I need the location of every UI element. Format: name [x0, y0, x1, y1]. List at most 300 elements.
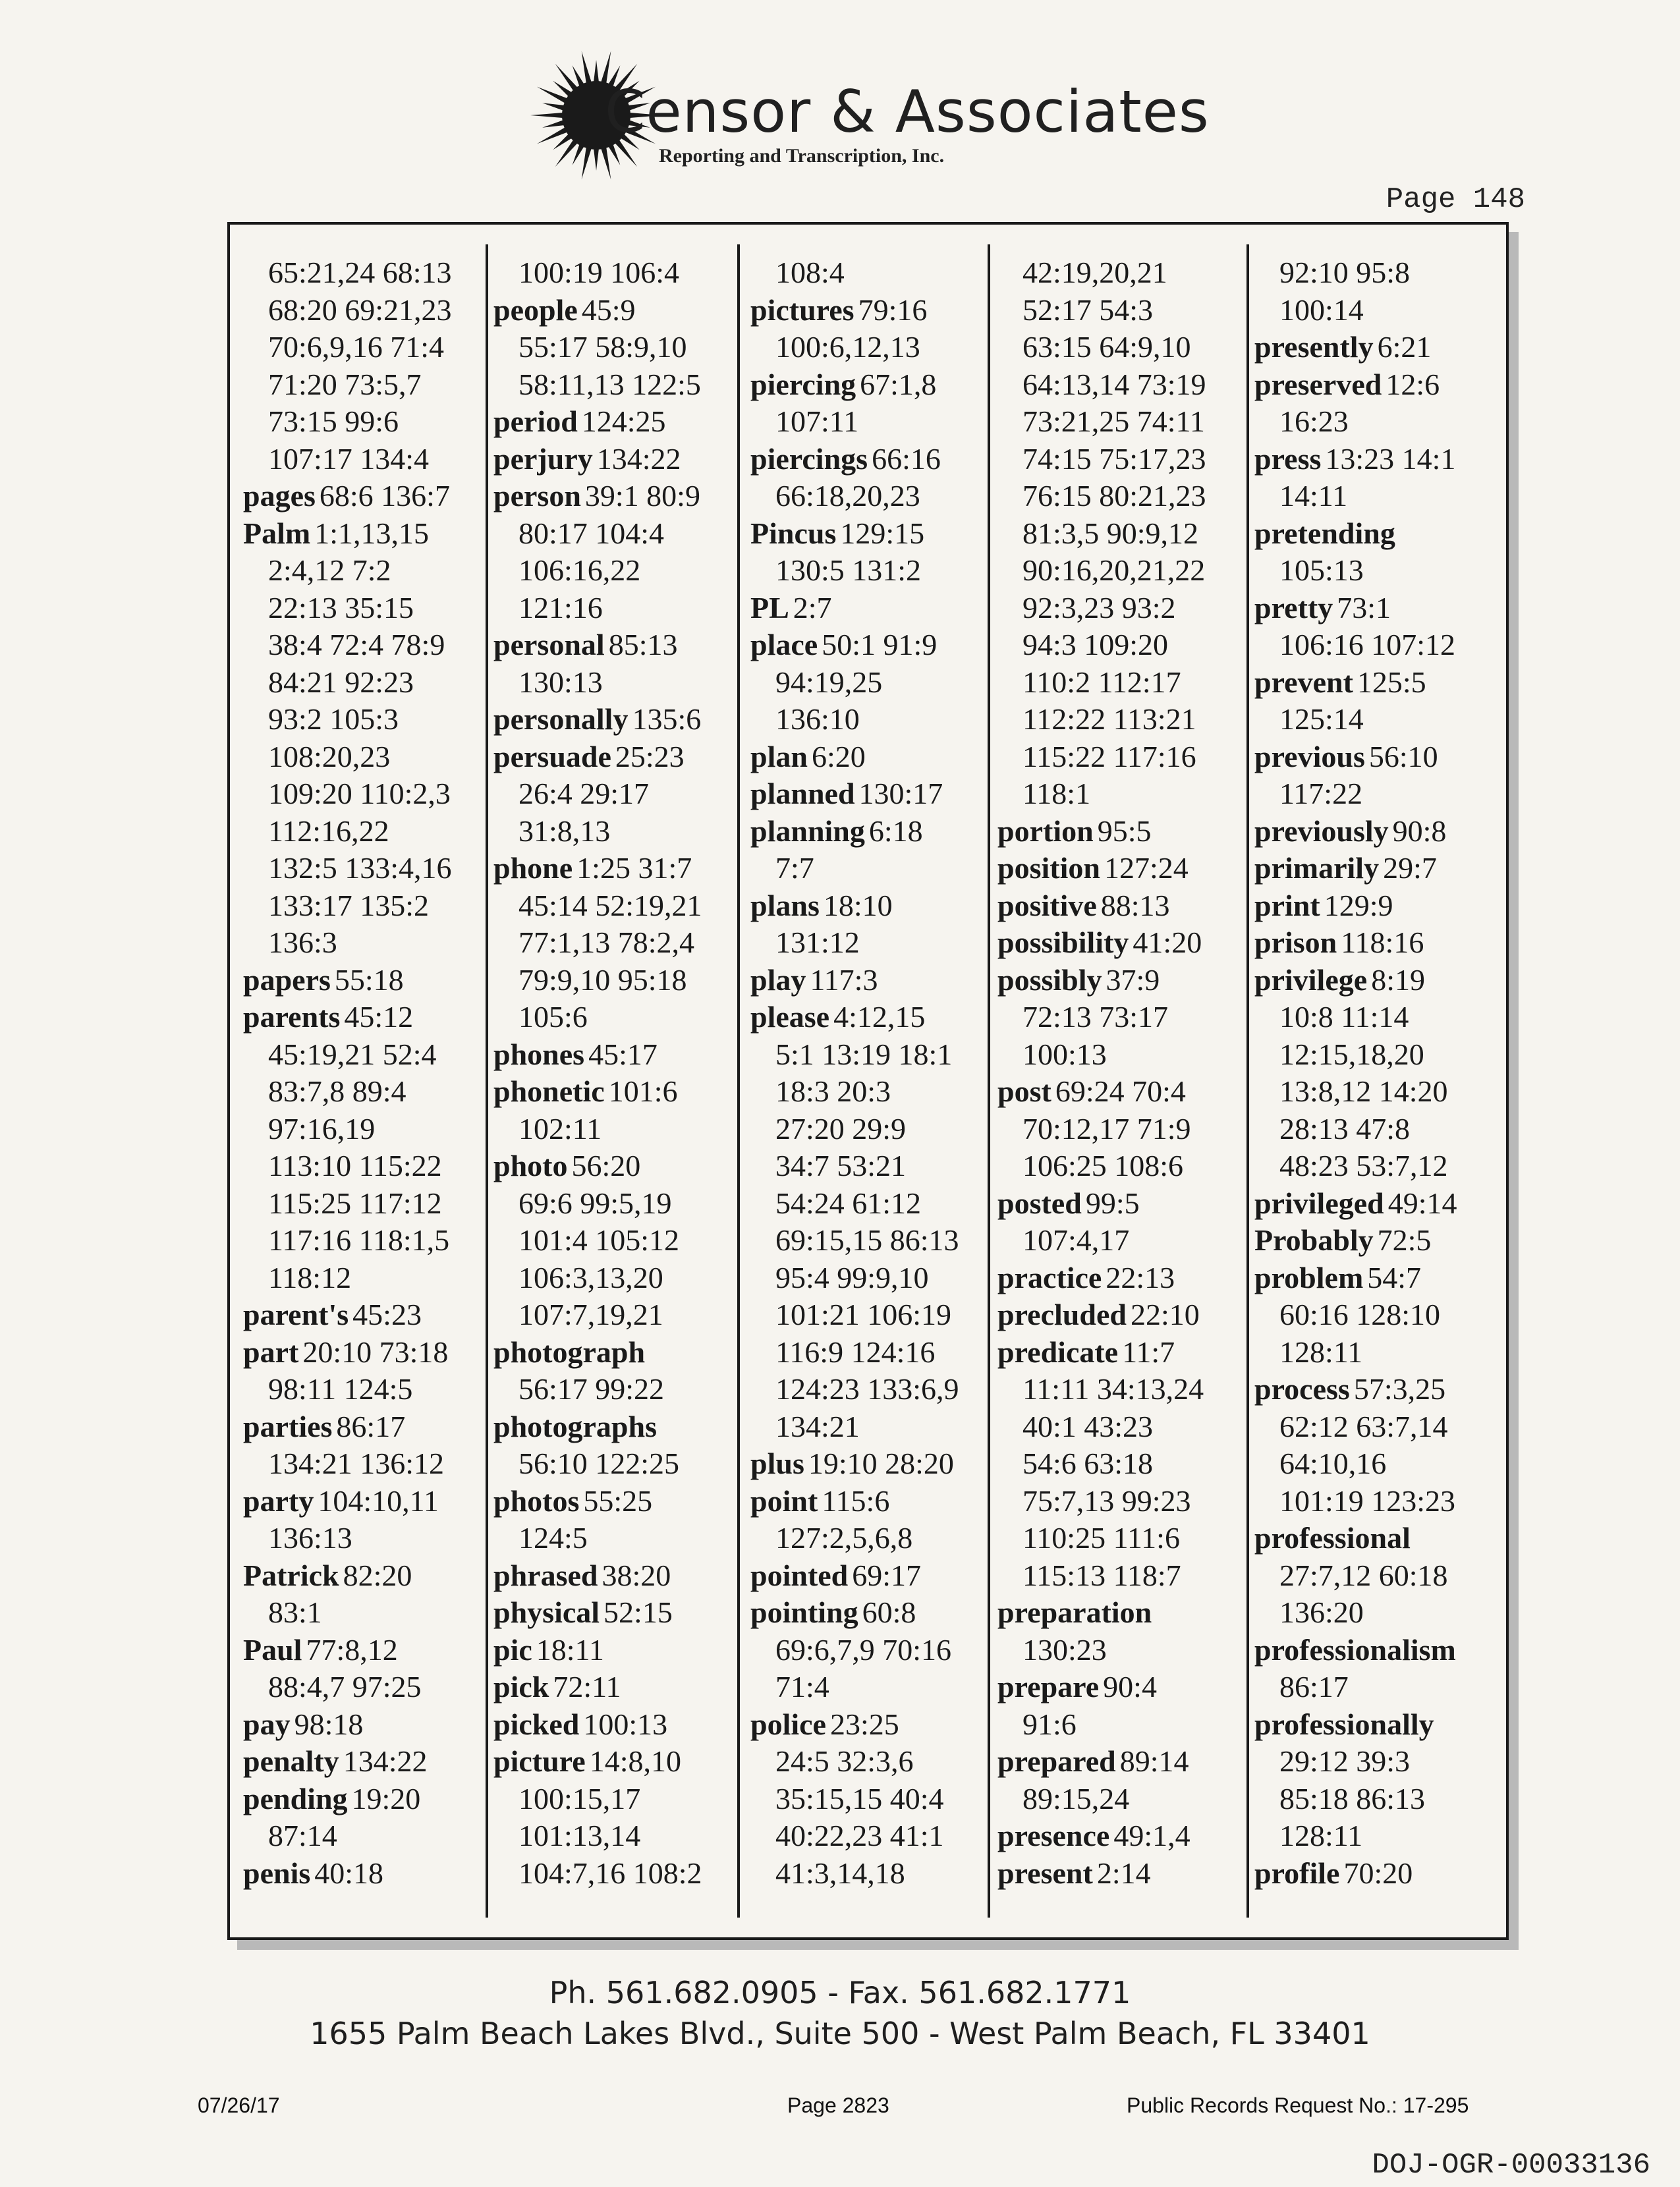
- index-term: pick: [493, 1670, 549, 1703]
- index-references: 113:10 115:22: [268, 1149, 442, 1182]
- index-line: [243, 775, 493, 813]
- index-line: [243, 552, 493, 590]
- index-references: 136:10: [775, 702, 860, 736]
- index-references: 52:17 54:3: [1022, 292, 1154, 327]
- index-line: [1254, 962, 1505, 999]
- index-line: [243, 1408, 493, 1446]
- index-line: [750, 478, 1001, 515]
- index-line: [493, 1669, 744, 1706]
- index-references: 70:20: [1343, 1856, 1413, 1890]
- index-line: [997, 775, 1248, 813]
- index-line: [997, 1817, 1248, 1855]
- index-term: personally: [493, 702, 629, 736]
- index-references: 50:1 91:9: [822, 628, 938, 661]
- index-term: possibly: [997, 962, 1102, 997]
- index-line: [493, 999, 744, 1036]
- index-line: [997, 1185, 1248, 1223]
- index-term: positive: [997, 888, 1097, 922]
- index-references: 80:17 104:4: [518, 516, 665, 550]
- index-references: 27:20 29:9: [775, 1111, 907, 1146]
- index-line: [493, 1520, 744, 1557]
- index-line: [493, 590, 744, 627]
- index-references: 110:2 112:17: [1022, 665, 1181, 699]
- index-line: [493, 962, 744, 999]
- index-line: [997, 999, 1248, 1036]
- index-line: [1254, 1073, 1505, 1111]
- index-references: 85:18 86:13: [1279, 1781, 1426, 1815]
- index-term: place: [750, 628, 818, 661]
- index-line: [493, 1817, 744, 1855]
- index-line: [243, 292, 493, 329]
- index-references: 94:3 109:20: [1022, 628, 1169, 661]
- index-references: 132:5 133:4,16: [268, 851, 452, 885]
- index-references: 70:6,9,16 71:4: [268, 330, 445, 364]
- index-line: [1254, 515, 1505, 553]
- index-term: primarily: [1254, 851, 1380, 885]
- index-line: [997, 701, 1248, 738]
- index-term: pending: [243, 1781, 348, 1815]
- index-references: 66:16: [872, 441, 941, 476]
- index-line: [750, 664, 1001, 702]
- index-term: professional: [1254, 1521, 1411, 1555]
- index-references: 93:2 105:3: [268, 702, 399, 736]
- column-divider: [1246, 244, 1249, 1918]
- index-references: 62:12 63:7,14: [1279, 1409, 1448, 1443]
- index-term: privilege: [1254, 962, 1368, 997]
- index-references: 89:14: [1119, 1744, 1189, 1778]
- index-references: 2:14: [1096, 1856, 1151, 1890]
- index-references: 90:8: [1392, 814, 1447, 848]
- index-term: prepared: [997, 1744, 1116, 1778]
- index-line: [997, 924, 1248, 962]
- column-divider: [737, 244, 740, 1918]
- index-term: post: [997, 1074, 1051, 1108]
- index-references: 68:20 69:21,23: [268, 292, 452, 327]
- index-references: 136:13: [268, 1521, 352, 1555]
- index-references: 22:13 35:15: [268, 590, 414, 624]
- index-references: 101:13,14: [518, 1819, 641, 1852]
- index-references: 85:13: [608, 628, 678, 661]
- transcript-page-number: Page 148: [1386, 183, 1525, 216]
- index-line: [243, 1334, 493, 1371]
- index-line: [493, 1260, 744, 1297]
- index-line: [243, 887, 493, 925]
- index-line: [243, 441, 493, 478]
- index-line: [1254, 1445, 1505, 1483]
- index-line: [493, 552, 744, 590]
- index-term: party: [243, 1483, 314, 1518]
- index-line: [750, 701, 1001, 738]
- index-term: process: [1254, 1372, 1350, 1406]
- index-line: [1254, 590, 1505, 627]
- index-line: [1254, 1296, 1505, 1334]
- index-references: 83:7,8 89:4: [268, 1074, 406, 1108]
- index-line: [493, 1148, 744, 1185]
- index-term: precluded: [997, 1298, 1127, 1331]
- index-line: [493, 1408, 744, 1446]
- index-line: [243, 850, 493, 887]
- index-references: 106:3,13,20: [518, 1260, 663, 1294]
- index-line: [243, 738, 493, 776]
- index-term: practice: [997, 1260, 1102, 1294]
- index-line: [1254, 1371, 1505, 1408]
- index-line: [1254, 924, 1505, 962]
- index-line: [997, 1148, 1248, 1185]
- index-line: [750, 1371, 1001, 1408]
- index-line: [1254, 1557, 1505, 1595]
- index-line: [243, 1557, 493, 1595]
- index-references: 88:13: [1100, 888, 1170, 922]
- index-references: 56:10: [1368, 739, 1438, 773]
- index-references: 125:5: [1357, 665, 1426, 699]
- index-references: 12:6: [1386, 367, 1440, 401]
- index-references: 105:13: [1279, 553, 1364, 587]
- index-references: 90:4: [1103, 1670, 1157, 1703]
- index-term: press: [1254, 441, 1322, 476]
- index-references: 66:18,20,23: [775, 479, 920, 512]
- index-references: 60:8: [862, 1595, 916, 1629]
- index-line: [493, 664, 744, 702]
- index-line: [750, 850, 1001, 887]
- index-references: 42:19,20,21: [1022, 256, 1167, 289]
- index-references: 121:16: [518, 590, 603, 624]
- index-line: [243, 403, 493, 441]
- index-line: [243, 999, 493, 1036]
- index-references: 38:4 72:4 78:9: [268, 628, 445, 661]
- index-references: 65:21,24 68:13: [268, 256, 452, 289]
- index-references: 16:23: [1279, 404, 1349, 438]
- index-references: 11:7: [1122, 1335, 1175, 1369]
- index-line: [750, 924, 1001, 962]
- index-term: pages: [243, 479, 316, 512]
- index-line: [750, 1222, 1001, 1260]
- index-references: 86:17: [1279, 1670, 1349, 1703]
- index-line: [1254, 1408, 1505, 1446]
- index-line: [997, 1781, 1248, 1818]
- index-line: [750, 1817, 1001, 1855]
- index-references: 94:19,25: [775, 665, 883, 699]
- index-references: 95:4 99:9,10: [775, 1260, 929, 1294]
- index-term: pay: [243, 1707, 291, 1741]
- index-references: 49:1,4: [1113, 1819, 1190, 1852]
- index-line: [997, 1557, 1248, 1595]
- index-line: [750, 1594, 1001, 1632]
- index-term: plus: [750, 1447, 804, 1480]
- index-references: 72:13 73:17: [1022, 1000, 1169, 1034]
- index-term: presently: [1254, 330, 1374, 364]
- index-line: [750, 1781, 1001, 1818]
- index-term: phone: [493, 851, 573, 885]
- index-line: [493, 329, 744, 366]
- index-references: 95:5: [1097, 814, 1152, 848]
- index-line: [1254, 1743, 1505, 1781]
- index-references: 117:22: [1279, 777, 1363, 810]
- index-line: [750, 1520, 1001, 1557]
- index-line: [750, 1073, 1001, 1111]
- index-line: [750, 590, 1001, 627]
- index-line: [997, 626, 1248, 664]
- index-line: [750, 552, 1001, 590]
- index-line: [1254, 1111, 1505, 1148]
- index-line: [493, 1855, 744, 1893]
- index-references: 90:16,20,21,22: [1022, 553, 1206, 587]
- index-references: 40:1 43:23: [1022, 1409, 1154, 1443]
- index-references: 127:2,5,6,8: [775, 1521, 913, 1555]
- index-references: 60:16 128:10: [1279, 1298, 1441, 1331]
- index-term: problem: [1254, 1260, 1364, 1294]
- index-references: 124:23 133:6,9: [775, 1372, 959, 1406]
- index-line: [997, 441, 1248, 478]
- index-line: [493, 887, 744, 925]
- index-references: 37:9: [1106, 962, 1160, 997]
- index-line: [243, 366, 493, 404]
- index-line: [243, 1222, 493, 1260]
- index-line: [997, 1036, 1248, 1074]
- index-references: 22:10: [1130, 1298, 1200, 1331]
- index-term: present: [997, 1856, 1093, 1890]
- index-line: [750, 1445, 1001, 1483]
- index-line: [997, 254, 1248, 292]
- index-term: police: [750, 1707, 826, 1741]
- index-references: 134:21 136:12: [268, 1447, 445, 1480]
- index-line: [1254, 1036, 1505, 1074]
- index-references: 74:15 75:17,23: [1022, 441, 1206, 476]
- index-references: 56:20: [571, 1149, 641, 1182]
- index-line: [997, 1408, 1248, 1446]
- index-term: play: [750, 962, 806, 997]
- index-references: 40:18: [314, 1856, 384, 1890]
- index-references: 118:1: [1022, 777, 1091, 810]
- index-references: 71:4: [775, 1670, 829, 1703]
- index-line: [1254, 999, 1505, 1036]
- index-references: 23:25: [829, 1707, 899, 1741]
- index-line: [493, 254, 744, 292]
- index-references: 54:24 61:12: [775, 1186, 922, 1220]
- index-line: [1254, 254, 1505, 292]
- index-term: papers: [243, 962, 331, 997]
- index-line: [493, 1706, 744, 1744]
- index-references: 73:21,25 74:11: [1022, 404, 1205, 438]
- index-line: [243, 1743, 493, 1781]
- index-term: prison: [1254, 926, 1337, 959]
- index-references: 54:7: [1367, 1260, 1422, 1294]
- index-references: 69:17: [852, 1558, 922, 1592]
- index-references: 79:9,10 95:18: [518, 962, 687, 997]
- index-line: [750, 999, 1001, 1036]
- index-references: 108:4: [775, 256, 845, 289]
- index-references: 129:15: [840, 516, 925, 550]
- index-column-3: [750, 254, 1001, 1892]
- index-line: [997, 366, 1248, 404]
- index-term: previous: [1254, 739, 1365, 773]
- index-line: [493, 626, 744, 664]
- index-references: 45:12: [344, 1000, 414, 1034]
- index-line: [997, 850, 1248, 887]
- index-line: [997, 1371, 1248, 1408]
- index-line: [750, 1260, 1001, 1297]
- index-line: [243, 1669, 493, 1706]
- footer-page: Page 2823: [787, 2093, 889, 2117]
- index-references: 92:10 95:8: [1279, 256, 1411, 289]
- index-line: [1254, 552, 1505, 590]
- index-line: [243, 1111, 493, 1148]
- index-references: 76:15 80:21,23: [1022, 479, 1206, 512]
- index-line: [243, 254, 493, 292]
- index-term: predicate: [997, 1335, 1119, 1369]
- index-line: [997, 1706, 1248, 1744]
- index-references: 72:5: [1377, 1223, 1432, 1257]
- index-line: [243, 1296, 493, 1334]
- index-line: [1254, 478, 1505, 515]
- index-references: 38:20: [602, 1558, 671, 1592]
- index-term: pretending: [1254, 516, 1395, 550]
- index-term: penis: [243, 1856, 311, 1890]
- index-references: 45:9: [581, 292, 636, 327]
- index-references: 115:22 117:16: [1022, 739, 1196, 773]
- index-line: [493, 1781, 744, 1818]
- index-line: [750, 329, 1001, 366]
- index-references: 91:6: [1022, 1707, 1077, 1741]
- index-line: [750, 366, 1001, 404]
- index-term: parent's: [243, 1298, 349, 1331]
- index-line: [997, 1743, 1248, 1781]
- index-term: print: [1254, 888, 1320, 922]
- index-references: 100:13: [1022, 1037, 1107, 1071]
- index-line: [243, 478, 493, 515]
- index-references: 2:4,12 7:2: [268, 553, 391, 587]
- index-line: [997, 1260, 1248, 1297]
- index-references: 6:21: [1377, 330, 1432, 364]
- index-references: 69:24 70:4: [1055, 1074, 1186, 1108]
- index-references: 29:12 39:3: [1279, 1744, 1411, 1778]
- index-references: 134:22: [596, 441, 681, 476]
- index-line: [1254, 887, 1505, 925]
- index-term: person: [493, 479, 581, 512]
- index-line: [493, 292, 744, 329]
- index-line: [997, 515, 1248, 553]
- index-line: [493, 403, 744, 441]
- index-line: [750, 1855, 1001, 1893]
- index-line: [493, 1632, 744, 1669]
- index-line: [1254, 850, 1505, 887]
- index-line: [1254, 738, 1505, 776]
- index-term: picked: [493, 1707, 580, 1741]
- index-line: [1254, 1520, 1505, 1557]
- index-line: [493, 1594, 744, 1632]
- index-term: pictures: [750, 292, 854, 327]
- index-references: 100:6,12,13: [775, 330, 920, 364]
- index-term: posted: [997, 1186, 1082, 1220]
- company-subtitle: Reporting and Transcription, Inc.: [659, 145, 945, 167]
- index-line: [493, 1743, 744, 1781]
- index-references: 54:6 63:18: [1022, 1447, 1154, 1480]
- index-term: piercings: [750, 441, 868, 476]
- index-term: plans: [750, 888, 820, 922]
- index-term: piercing: [750, 367, 856, 401]
- index-term: position: [997, 851, 1100, 885]
- index-references: 106:16 107:12: [1279, 628, 1456, 661]
- index-references: 98:11 124:5: [268, 1372, 413, 1406]
- index-references: 100:14: [1279, 292, 1364, 327]
- index-line: [243, 1148, 493, 1185]
- index-line: [997, 292, 1248, 329]
- index-line: [243, 1483, 493, 1520]
- index-line: [493, 1483, 744, 1520]
- index-references: 106:16,22: [518, 553, 641, 587]
- index-references: 115:13 118:7: [1022, 1558, 1181, 1592]
- index-references: 39:1 80:9: [584, 479, 700, 512]
- index-references: 72:11: [553, 1670, 621, 1703]
- index-term: personal: [493, 628, 605, 661]
- index-term: photographs: [493, 1409, 657, 1443]
- index-references: 18:10: [823, 888, 893, 922]
- index-term: Probably: [1254, 1223, 1374, 1257]
- index-references: 45:19,21 52:4: [268, 1037, 437, 1071]
- index-references: 8:19: [1371, 962, 1425, 997]
- index-line: [243, 1185, 493, 1223]
- index-line: [243, 813, 493, 850]
- index-references: 1:25 31:7: [576, 851, 692, 885]
- index-line: [493, 701, 744, 738]
- index-references: 115:6: [822, 1483, 890, 1518]
- index-line: [750, 254, 1001, 292]
- index-references: 24:5 32:3,6: [775, 1744, 914, 1778]
- index-references: 100:19 106:4: [518, 256, 680, 289]
- index-references: 128:11: [1279, 1819, 1363, 1852]
- index-line: [997, 887, 1248, 925]
- index-references: 112:22 113:21: [1022, 702, 1196, 736]
- index-line: [243, 1594, 493, 1632]
- index-line: [243, 1520, 493, 1557]
- index-term: phonetic: [493, 1074, 605, 1108]
- index-line: [1254, 441, 1505, 478]
- index-line: [1254, 701, 1505, 738]
- index-line: [997, 1445, 1248, 1483]
- index-line: [750, 738, 1001, 776]
- index-line: [750, 441, 1001, 478]
- index-line: [493, 1185, 744, 1223]
- index-references: 87:14: [268, 1819, 337, 1852]
- index-column-1: [243, 254, 493, 1892]
- index-line: [493, 1222, 744, 1260]
- index-line: [243, 962, 493, 999]
- index-term: preparation: [997, 1595, 1152, 1629]
- index-references: 35:15,15 40:4: [775, 1781, 944, 1815]
- index-references: 129:9: [1324, 888, 1393, 922]
- index-line: [997, 478, 1248, 515]
- index-line: [1254, 775, 1505, 813]
- index-line: [243, 1632, 493, 1669]
- index-references: 136:3: [268, 926, 337, 959]
- index-references: 134:22: [343, 1744, 428, 1778]
- index-line: [997, 1632, 1248, 1669]
- index-term: pointed: [750, 1558, 849, 1592]
- index-references: 12:15,18,20: [1279, 1037, 1424, 1071]
- index-line: [997, 1594, 1248, 1632]
- index-references: 56:10 122:25: [518, 1447, 680, 1480]
- index-references: 128:11: [1279, 1335, 1363, 1369]
- index-line: [1254, 1706, 1505, 1744]
- index-references: 112:16,22: [268, 814, 389, 848]
- index-references: 22:13: [1106, 1260, 1175, 1294]
- index-term: photo: [493, 1149, 568, 1182]
- index-references: 84:21 92:23: [268, 665, 414, 699]
- index-line: [243, 1817, 493, 1855]
- index-line: [750, 1148, 1001, 1185]
- index-line: [997, 1222, 1248, 1260]
- index-line: [1254, 1594, 1505, 1632]
- index-line: [243, 1073, 493, 1111]
